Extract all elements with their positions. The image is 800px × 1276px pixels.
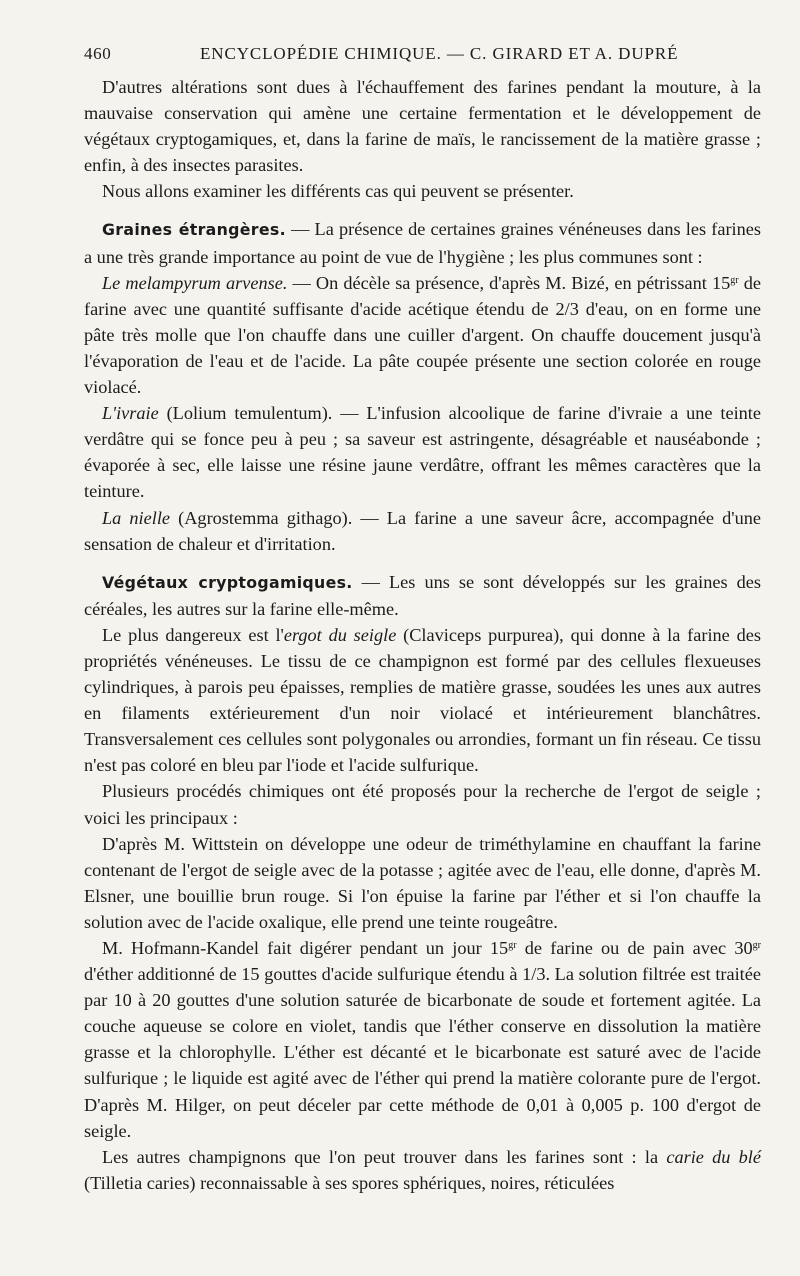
- paragraph-text: (Tilletia caries) reconnaissable à ses spores sphériques, noires, réticulées: [84, 1172, 615, 1193]
- unit-gr: gr: [508, 940, 517, 951]
- paragraph-text: de farine avec une quantité suffisante d'acide acétique étendu de 2/3 d'eau, on en forme une pâte très molle que l'on chauffe dans une cuiller d'argent. On chauffe doucement jusqu'à l'évaporation de l'eau et de l'acide. La pâte coupée présente une section colorée en rouge violacé.: [84, 272, 762, 398]
- paragraph-text: Les autres champignons que l'on peut trouver dans les farines sont : la: [102, 1146, 667, 1167]
- paragraph-ivraie: [84, 400, 761, 504]
- paragraph-text: (Lolium temulentum). — L'infusion alcoolique de farine d'ivraie a une teinte verdâtre qui se fonce peu à peu ; sa saveur est astringente, désagréable et nauséabonde ; évaporée à sec, elle laisse une résine jaune verdâtre, offrant les mêmes caractères que la teinture.: [84, 403, 761, 502]
- species-name: La nielle: [102, 507, 171, 528]
- running-title: ENCYCLOPÉDIE CHIMIQUE. — C. GIRARD ET A. DUPRÉ: [200, 44, 679, 63]
- body-text: [84, 74, 761, 1196]
- paragraph: D'autres altérations sont dues à l'échauffement des farines pendant la mouture, à la mauvaise conservation qui amène une certaine fermentation et le développement de végétaux cryptogamiques, et, dans la farine de maïs, le rancissement de la matière grasse ; enfin, à des insectes parasites.: [84, 77, 761, 176]
- paragraph-ergot: [84, 622, 761, 779]
- paragraph-text: Le plus dangereux est l': [102, 624, 284, 645]
- section-vegetaux-cryptogamiques: [84, 569, 761, 622]
- unit-gr: gr: [752, 940, 761, 951]
- paragraph-text: (Agrostemma githago). — La farine a une saveur âcre, accompagnée d'une sensation de chaleur et d'irritation.: [84, 507, 761, 554]
- unit-gr: gr: [730, 274, 739, 286]
- species-name: ergot du seigle: [283, 624, 397, 645]
- paragraph: Plusieurs procédés chimiques ont été proposés pour la recherche de l'ergot de seigle ; voici les principaux :: [84, 781, 761, 828]
- paragraph-melampyrum: [84, 270, 761, 400]
- paragraph-hofmann-kandel: [84, 935, 761, 1144]
- page-number: 460: [84, 44, 112, 63]
- paragraph: Nous allons examiner les différents cas qui peuvent se présenter.: [102, 181, 574, 202]
- section-heading: Graines étrangères.: [102, 220, 286, 240]
- paragraph-text: (Claviceps purpurea), qui donne à la farine des propriétés vénéneuses. Le tissu de ce champignon est formé par des cellules flexueuses cylindriques, à parois peu épaisses, remplies de matière grasse, soudées les unes aux autres en filaments extérieurement d'un noir violacé et intérieurement blanchâtres. Transversalement ces cellules sont polygonales ou arrondies, formant un fin réseau. Ce tissu n'est pas coloré en bleu par l'iode et l'acide sulfurique.: [84, 624, 761, 776]
- paragraph-nielle: [84, 505, 761, 557]
- section-heading: Végétaux cryptogamiques.: [102, 572, 353, 592]
- section-graines-etrangeres: [84, 216, 761, 269]
- paragraph-text: d'éther additionné de 15 gouttes d'acide sulfurique étendu à 1/3. La solution filtrée est traitée par 10 à 20 gouttes d'une solution saturée de bicarbonate de soude et fortement agitée. La couche aqueuse se colore en violet, tandis que l'éther conserve en dissolution la matière grasse et la chlorophylle. L'éther est décanté et le bicarbonate est saturé avec de l'acide sulfurique ; le liquide est agité avec de l'éther qui prend la matière colorante pure de l'ergot. D'après M. Hilger, on peut déceler par cette méthode de 0,01 à 0,005 p. 100 d'ergot de seigle.: [84, 964, 761, 1141]
- paragraph-text: M. Hofmann-Kandel fait digérer pendant un jour 15: [102, 938, 509, 958]
- species-name: L'ivraie: [102, 403, 159, 424]
- paragraph-carie: [84, 1144, 761, 1196]
- section-text: — La présence de certaines graines vénéneuses dans les farines a une très grande importance au point de vue de l'hygiène ; les plus communes sont :: [84, 219, 761, 267]
- species-name: carie du blé: [666, 1146, 761, 1167]
- paragraph-text: de farine ou de pain avec 30: [516, 938, 753, 958]
- paragraph-text: — On décèle sa présence, d'après M. Bizé, en pétrissant 15: [287, 272, 731, 293]
- paragraph-wittstein: D'après M. Wittstein on développe une odeur de triméthylamine en chauffant la farine contenant de l'ergot de seigle avec de la potasse ; agitée avec de l'eau, elle donne, d'après M. Elsner, une bouillie brun rouge. Si l'on épuise la farine par l'éther et si l'on chauffe la solution avec de l'acide oxalique, elle prend une teinte rougeâtre.: [84, 833, 761, 932]
- species-name: Le melampyrum arvense.: [102, 272, 288, 293]
- section-text: — Les uns se sont développés sur les graines des céréales, les autres sur la farine elle-même.: [84, 571, 761, 619]
